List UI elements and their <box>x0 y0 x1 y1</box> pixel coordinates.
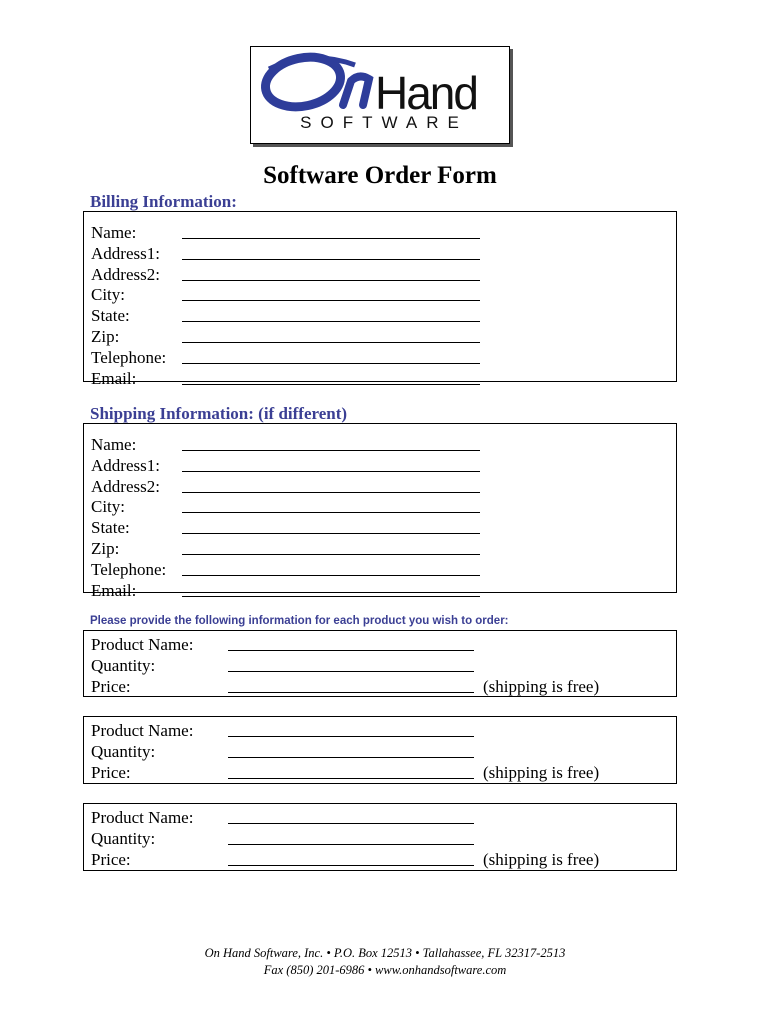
product-field-row <box>91 828 155 849</box>
billing-box <box>83 211 677 388</box>
product-field-row <box>91 741 155 762</box>
product-name-blank[interactable] <box>228 736 474 737</box>
billing-field-row <box>91 368 182 389</box>
shipping-field-label: Zip: <box>91 539 120 558</box>
billing-field-label: Address1: <box>91 243 160 263</box>
billing-field-row <box>91 326 182 347</box>
product-field-row <box>91 807 193 828</box>
shipping-field-blank[interactable] <box>182 450 480 451</box>
onhand-logo-icon <box>251 47 509 117</box>
billing-field-row <box>91 347 182 368</box>
shipping-field-row <box>91 476 182 497</box>
shipping-field-row <box>91 517 182 538</box>
footer-contact: Fax (850) 201-6986 • www.onhandsoftware.com <box>263 963 507 977</box>
shipping-field-label: Address2: <box>91 476 160 496</box>
quantity-blank[interactable] <box>228 757 474 758</box>
shipping-field-blank[interactable] <box>182 533 480 534</box>
quantity-label: Quantity: <box>91 742 156 761</box>
shipping-heading: Shipping Information: (if different) <box>90 404 348 423</box>
billing-heading: Billing Information: <box>90 192 237 211</box>
billing-field-label: Telephone: <box>91 347 167 367</box>
price-label: Price: <box>91 763 131 782</box>
product-instruction: Please provide the following information for each product you wish to order: <box>90 615 509 627</box>
billing-field-label: Name: <box>91 223 137 242</box>
billing-field-blank[interactable] <box>182 238 480 239</box>
price-blank[interactable] <box>228 778 474 779</box>
billing-field-blank[interactable] <box>182 321 480 322</box>
shipping-field-label: State: <box>91 518 130 538</box>
price-label: Price: <box>91 850 131 869</box>
billing-field-blank[interactable] <box>182 384 480 385</box>
shipping-field-blank[interactable] <box>182 596 480 597</box>
product-name-blank[interactable] <box>228 650 474 651</box>
billing-field-label: Email: <box>91 368 137 388</box>
quantity-blank[interactable] <box>228 844 474 845</box>
product-box-2 <box>83 716 677 784</box>
billing-field-blank[interactable] <box>182 300 480 301</box>
billing-field-label: City: <box>91 285 126 305</box>
shipping-field-row <box>91 434 182 455</box>
product-name-label: Product Name: <box>91 721 194 740</box>
shipping-field-label: City: <box>91 497 126 517</box>
logo-software-text: SOFTWARE <box>300 113 468 132</box>
shipping-field-row <box>91 455 182 476</box>
shipping-field-row <box>91 538 182 559</box>
billing-field-row <box>91 222 182 243</box>
price-blank[interactable] <box>228 865 474 866</box>
product-field-row <box>91 655 155 676</box>
billing-field-row <box>91 264 182 285</box>
billing-field-blank[interactable] <box>182 342 480 343</box>
product-field-row <box>91 762 600 783</box>
product-field-row <box>91 676 600 697</box>
shipping-field-label: Telephone: <box>91 559 167 579</box>
shipping-field-label: Email: <box>91 580 137 600</box>
product-field-row <box>91 849 600 870</box>
billing-field-blank[interactable] <box>182 363 480 364</box>
product-field-row <box>91 720 193 741</box>
billing-field-label: State: <box>91 306 130 326</box>
quantity-blank[interactable] <box>228 671 474 672</box>
quantity-label: Quantity: <box>91 829 156 848</box>
shipping-field-blank[interactable] <box>182 492 480 493</box>
billing-field-row <box>91 243 182 264</box>
price-blank[interactable] <box>228 692 474 693</box>
billing-field-label: Zip: <box>91 327 120 346</box>
shipping-field-blank[interactable] <box>182 575 480 576</box>
shipping-field-label: Name: <box>91 435 137 454</box>
product-field-row <box>91 634 193 655</box>
billing-field-blank[interactable] <box>182 259 480 260</box>
product-name-blank[interactable] <box>228 823 474 824</box>
page-title: Software Order Form <box>263 162 497 189</box>
shipping-field-blank[interactable] <box>182 471 480 472</box>
footer-address: On Hand Software, Inc. • P.O. Box 12513 • Tallahassee, FL 32317-2513 <box>204 946 566 960</box>
shipping-field-row <box>91 559 182 580</box>
quantity-label: Quantity: <box>91 656 156 675</box>
price-label: Price: <box>91 677 131 696</box>
shipping-free-note: (shipping is free) <box>483 677 600 696</box>
billing-field-row <box>91 284 182 305</box>
company-logo <box>250 46 510 144</box>
shipping-free-note: (shipping is free) <box>483 763 600 782</box>
shipping-free-note: (shipping is free) <box>483 850 600 869</box>
product-box-1 <box>83 630 677 697</box>
product-name-label: Product Name: <box>91 808 194 827</box>
product-name-label: Product Name: <box>91 635 194 654</box>
shipping-field-label: Address1: <box>91 455 160 475</box>
shipping-field-blank[interactable] <box>182 512 480 513</box>
shipping-box <box>83 423 677 600</box>
product-box-3 <box>83 803 677 871</box>
shipping-field-blank[interactable] <box>182 554 480 555</box>
billing-field-blank[interactable] <box>182 280 480 281</box>
billing-field-label: Address2: <box>91 264 160 284</box>
shipping-field-row <box>91 580 182 601</box>
logo-hand-text: Hand <box>375 67 477 117</box>
billing-field-row <box>91 305 182 326</box>
shipping-field-row <box>91 496 182 517</box>
